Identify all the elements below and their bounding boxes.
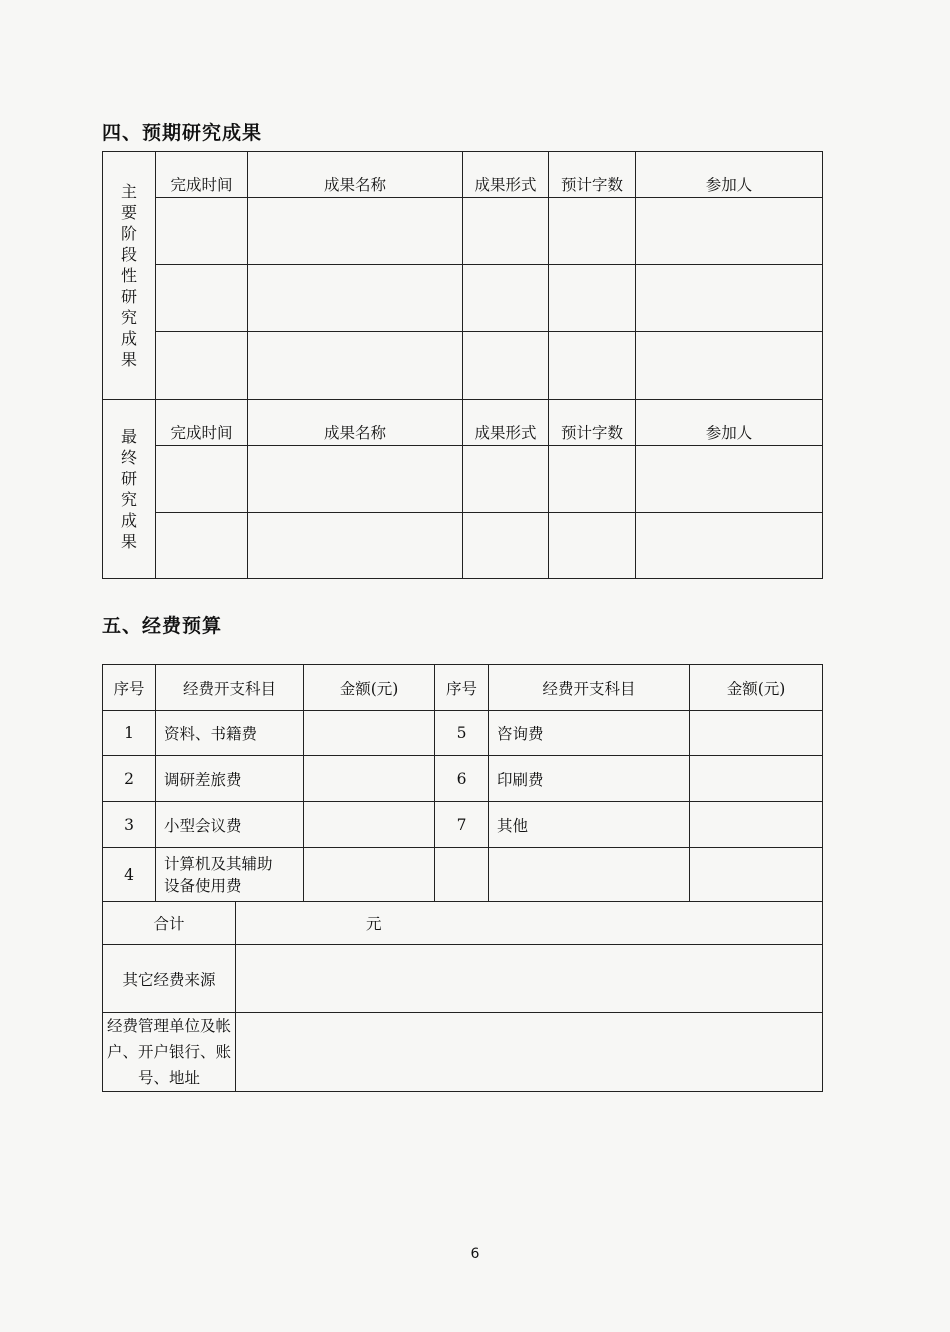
total-row [103,902,823,945]
cell[interactable] [248,332,463,400]
item-name: 印刷费 [489,756,690,802]
cell[interactable] [248,265,463,332]
col-amount: 金额(元) [304,665,435,711]
col-amount-2: 金额(元) [690,665,823,711]
cell[interactable] [549,513,636,579]
cell[interactable] [463,198,549,265]
col-expense-item: 经费开支科目 [156,665,304,711]
cell[interactable] [463,332,549,400]
col-completion-time: 完成时间 [156,152,248,198]
amount-cell[interactable] [304,711,435,756]
col-result-form: 成果形式 [463,152,549,198]
col-no-2: 序号 [435,665,489,711]
section-4-heading: 四、预期研究成果 [102,122,263,144]
cell[interactable] [549,332,636,400]
stage-result-row [103,198,823,265]
col-result-name: 成果名称 [248,152,463,198]
item-name: 计算机及其辅助设备使用费 [156,848,304,902]
stage-result-row [103,332,823,400]
item-no: 3 [103,802,156,848]
cell[interactable] [248,198,463,265]
item-no [435,848,489,902]
item-no: 4 [103,848,156,902]
cell[interactable] [549,265,636,332]
cell[interactable] [248,513,463,579]
item-no: 6 [435,756,489,802]
item-name: 其他 [489,802,690,848]
budget-row [103,848,823,902]
item-no: 5 [435,711,489,756]
cell[interactable] [248,446,463,513]
amount-cell[interactable] [304,802,435,848]
cell[interactable] [156,446,248,513]
col-participants: 参加人 [636,400,823,446]
total-unit: 元 [236,902,823,945]
management-field[interactable] [236,1013,823,1092]
col-no: 序号 [103,665,156,711]
page-number: 6 [470,1246,480,1262]
amount-cell[interactable] [690,711,823,756]
cell[interactable] [156,513,248,579]
amount-cell[interactable] [690,848,823,902]
cell[interactable] [549,446,636,513]
budget-header-row [103,665,823,711]
cell[interactable] [156,198,248,265]
amount-cell[interactable] [304,848,435,902]
final-result-row [103,446,823,513]
other-source-row [103,945,823,1013]
amount-cell[interactable] [690,756,823,802]
cell[interactable] [156,265,248,332]
final-result-row [103,513,823,579]
other-source-label: 其它经费来源 [103,945,236,1013]
stage-result-row [103,265,823,332]
section-5-heading: 五、经费预算 [102,615,223,637]
cell[interactable] [636,332,823,400]
cell[interactable] [636,513,823,579]
cell[interactable] [463,265,549,332]
col-expense-item-2: 经费开支科目 [489,665,690,711]
cell[interactable] [549,198,636,265]
amount-cell[interactable] [304,756,435,802]
budget-row [103,711,823,756]
col-completion-time: 完成时间 [156,400,248,446]
item-name: 小型会议费 [156,802,304,848]
other-source-field[interactable] [236,945,823,1013]
budget-row [103,802,823,848]
management-row [103,1013,823,1092]
management-label: 经费管理单位及帐户、开户银行、账号、地址 [103,1013,236,1092]
amount-cell[interactable] [690,802,823,848]
cell[interactable] [636,265,823,332]
item-name: 调研差旅费 [156,756,304,802]
item-no: 2 [103,756,156,802]
col-result-name: 成果名称 [248,400,463,446]
item-no: 7 [435,802,489,848]
cell[interactable] [156,332,248,400]
cell[interactable] [463,513,549,579]
cell[interactable] [636,198,823,265]
item-name[interactable] [489,848,690,902]
item-name: 资料、书籍费 [156,711,304,756]
budget-table [102,664,823,1092]
cell[interactable] [463,446,549,513]
col-word-count: 预计字数 [549,400,636,446]
item-name: 咨询费 [489,711,690,756]
col-participants: 参加人 [636,152,823,198]
col-word-count: 预计字数 [549,152,636,198]
item-no: 1 [103,711,156,756]
budget-row [103,756,823,802]
research-results-table [102,151,823,579]
col-result-form: 成果形式 [463,400,549,446]
final-results-label: 最 终 研 究 成 果 [103,400,156,579]
total-label: 合计 [103,902,236,945]
cell[interactable] [636,446,823,513]
stage-results-label: 主 要 阶 段 性 研 究 成 果 [103,152,156,400]
